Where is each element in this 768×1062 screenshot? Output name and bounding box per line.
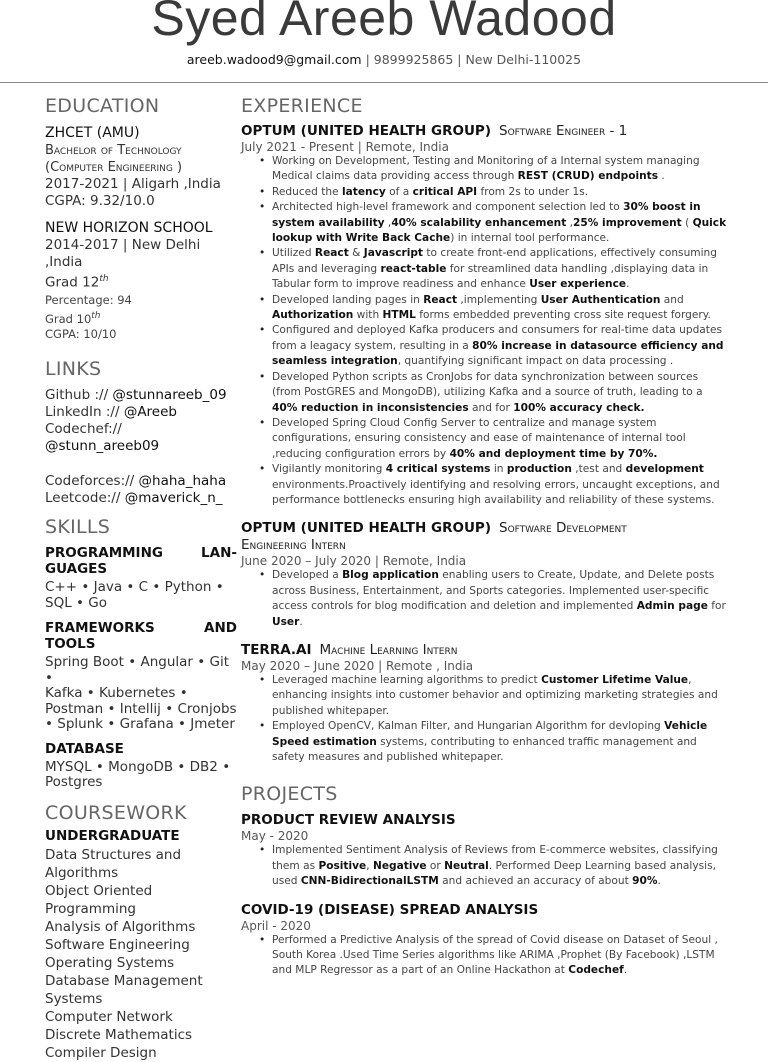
left-column (45, 95, 237, 1062)
job-bullets (259, 568, 729, 630)
skill-items: Postman • Intellij • Cronjobs (45, 700, 237, 717)
skill-items: C++ • Java • C • Python • (45, 579, 224, 596)
course-item: Programming (45, 900, 136, 917)
education-school-1: ZHCET (AMU) (45, 125, 140, 141)
project-meta: May - 2020 (241, 829, 309, 844)
bullet-item: • Architected high-level framework and component selection led to 30% boost in system availability ,40% scalability enhancement ,25% improvement ( Quick lookup with Write Back Cache) in internal tool performance. (259, 200, 729, 246)
course-item: Object Oriented (45, 882, 153, 899)
education-place-2: ,India (45, 254, 83, 270)
job-role: Software Development (499, 520, 627, 537)
links-heading: LINKS (45, 358, 102, 381)
skill-group-heading: FRAMEWORKS AND (45, 620, 237, 637)
skill-items: Kafka • Kubernetes • (45, 685, 188, 702)
header-divider (0, 82, 768, 83)
skill-group-heading: GUAGES (45, 561, 108, 578)
course-item: Systems (45, 990, 103, 1007)
skill-items: • Splunk • Grafana • Jmeter (45, 716, 235, 733)
projects-heading: PROJECTS (241, 783, 338, 806)
course-item: Analysis of Algorithms (45, 918, 196, 935)
job-heading (241, 123, 729, 140)
job-heading (241, 520, 729, 537)
skill-group-heading: DATABASE (45, 740, 124, 757)
contact-line (0, 52, 768, 67)
skill-items: Postgres (45, 774, 103, 791)
link-codeforces[interactable]: Codeforces:// @haha_haha (45, 473, 227, 490)
job-company: OPTUM (UNITED HEALTH GROUP) (241, 123, 491, 139)
project-title: COVID-19 (DISEASE) SPREAD ANALYSIS (241, 901, 539, 918)
link-codechef[interactable]: Codechef:// @stunn_areeb09 (45, 421, 160, 455)
job-role: Machine Learning Intern (319, 641, 458, 658)
job-role-cont: Engineering Intern (241, 537, 346, 554)
skill-group-heading: PROGRAMMING LAN- (45, 545, 237, 562)
skill-group-heading: TOOLS (45, 636, 96, 653)
project-bullets (259, 933, 729, 979)
job-meta: June 2020 – July 2020 | Remote, India (241, 554, 467, 569)
job-company: TERRA.AI (241, 641, 312, 658)
job-role: Software Engineer - 1 (499, 123, 628, 139)
project-bullets (259, 843, 729, 889)
bullet-item: • Developed Python scripts as CronJobs for data synchronization between sources (from PostGRES and MongoDB), utilizing Kafka and a source of truth, leading to a 40% reduction in inconsistencies and for 100% accuracy check. (259, 370, 729, 416)
bullet-item: • Developed Spring Cloud Config Server to centralize and manage system configurations, ensuring consistency and ease of maintenance of internal tool ,reducing configuration errors by 40% and deployment time by 70%. (259, 416, 729, 462)
education-heading: EDUCATION (45, 95, 160, 117)
course-item: Operating Systems (45, 954, 175, 971)
coursework-subtitle: UNDERGRADUATE (45, 827, 180, 844)
education-school-2: NEW HORIZON SCHOOL (45, 220, 213, 236)
bullet-item: • Leveraged machine learning algorithms to predict Customer Lifetime Value, enhancing insights into customer behavior and optimizing marketing strategies and published whitepaper. (259, 673, 729, 719)
course-item: Database Management (45, 972, 203, 989)
link-github[interactable]: Github :// @stunnareeb_09 (45, 387, 227, 404)
bullet-item: • Developed landing pages in React ,implementing User Authentication and Authorization with HTML forms embedded preventing cross site request forgery. (259, 293, 729, 324)
grade-12-label: Grad 12th (45, 274, 109, 291)
job-meta: July 2021 - Present | Remote, India (241, 140, 449, 154)
course-item: Discrete Mathematics (45, 1026, 193, 1043)
bullet-item: • Reduced the latency of a critical API from 2s to under 1s. (259, 185, 729, 200)
course-item: Data Structures and (45, 846, 182, 863)
grade-10-score: CGPA: 10/10 (45, 327, 117, 342)
skill-items: Spring Boot • Angular • Git • (45, 654, 230, 686)
bullet-item: • Working on Development, Testing and Monitoring of a Internal system managing Medical claims data providing access through REST (CRUD) endpoints . (259, 154, 729, 185)
email-link[interactable]: areeb.wadood9@gmail.com (186, 52, 362, 67)
phone-location: | 9899925865 | New Delhi-110025 (361, 52, 582, 67)
experience-heading: EXPERIENCE (241, 95, 363, 117)
education-field: (Computer Engineering ) (45, 160, 183, 175)
coursework-heading: COURSEWORK (45, 801, 187, 824)
grade-12-score: Percentage: 94 (45, 292, 132, 307)
bullet-item: • Developed a Blog application enabling users to Create, Update, and Delete posts across Business, Entertainment, and Sports categories. Implemented user-specific access controls for blog modification and deletion and implemented Admin page for User. (259, 568, 729, 630)
link-linkedin[interactable]: LinkedIn :// @Areeb (45, 404, 177, 421)
course-item: Computer Network (45, 1008, 173, 1025)
skill-items: SQL • Go (45, 594, 107, 611)
course-item: Software Engineering (45, 936, 190, 953)
course-item: Compiler Design (45, 1044, 157, 1061)
right-column (241, 95, 729, 979)
bullet-item: • Vigilantly monitoring 4 critical systems in production ,test and development environments.Proactively identifying and resolving errors, uncaught exceptions, and performance bottlenecks ensuring high availability and reliability of these systems. (259, 462, 729, 508)
job-company: OPTUM (UNITED HEALTH GROUP) (241, 520, 491, 537)
bullet-item: • Employed OpenCV, Kalman Filter, and Hungarian Algorithm for devloping Vehicle Speed estimation systems, contributing to enhanced traffic management and safety measures and published whitepaper. (259, 719, 729, 765)
bullet-item: • Configured and deployed Kafka producers and consumers for real-time data updates from a leagacy system, resulting in a 80% increase in datasource efficiency and seamless integration, quantifying significant impact on data processing . (259, 323, 729, 369)
job-heading (241, 642, 729, 659)
course-item: Algorithms (45, 864, 119, 881)
skill-items: MYSQL • MongoDB • DB2 • (45, 758, 231, 775)
job-bullets (259, 673, 729, 765)
bullet-item: • Performed a Predictive Analysis of the spread of Covid disease on Dataset of Seoul , South Korea .Used Time Series algorithms like ARIMA ,Prophet (By Facebook) ,LSTM and MLP Regressor as a part of an Online Hackathon at Codechef. (259, 933, 729, 979)
education-score-1: CGPA: 9.32/10.0 (45, 193, 155, 209)
skills-heading: SKILLS (45, 516, 111, 539)
project-title: PRODUCT REVIEW ANALYSIS (241, 812, 456, 829)
link-leetcode[interactable]: Leetcode:// @maverick_n_ (45, 490, 223, 507)
bullet-item: • Implemented Sentiment Analysis of Reviews from E-commerce websites, classifying them as Positive, Negative or Neutral. Performed Deep Learning based analysis, used CNN-BidirectionalLSTM and achieved an accuracy of about 90%. (259, 843, 729, 889)
job-bullets (259, 154, 729, 508)
education-years-2: 2014-2017 | New Delhi (45, 237, 201, 253)
grade-10-label: Grad 10th (45, 310, 101, 326)
bullet-item: • Utilized React & Javascript to create front-end applications, effectively consuming APIs and leveraging react-table for streamlined data handling ,displaying data in Tabular form to improve readiness and enhance User experience. (259, 246, 729, 292)
education-years-1: 2017-2021 | Aligarh ,India (45, 176, 221, 192)
job-meta: May 2020 – June 2020 | Remote , India (241, 658, 474, 673)
education-degree: Bachelor of Technology (45, 143, 182, 158)
project-meta: April - 2020 (241, 918, 311, 933)
candidate-name: Syed Areeb Wadood (151, 0, 617, 46)
